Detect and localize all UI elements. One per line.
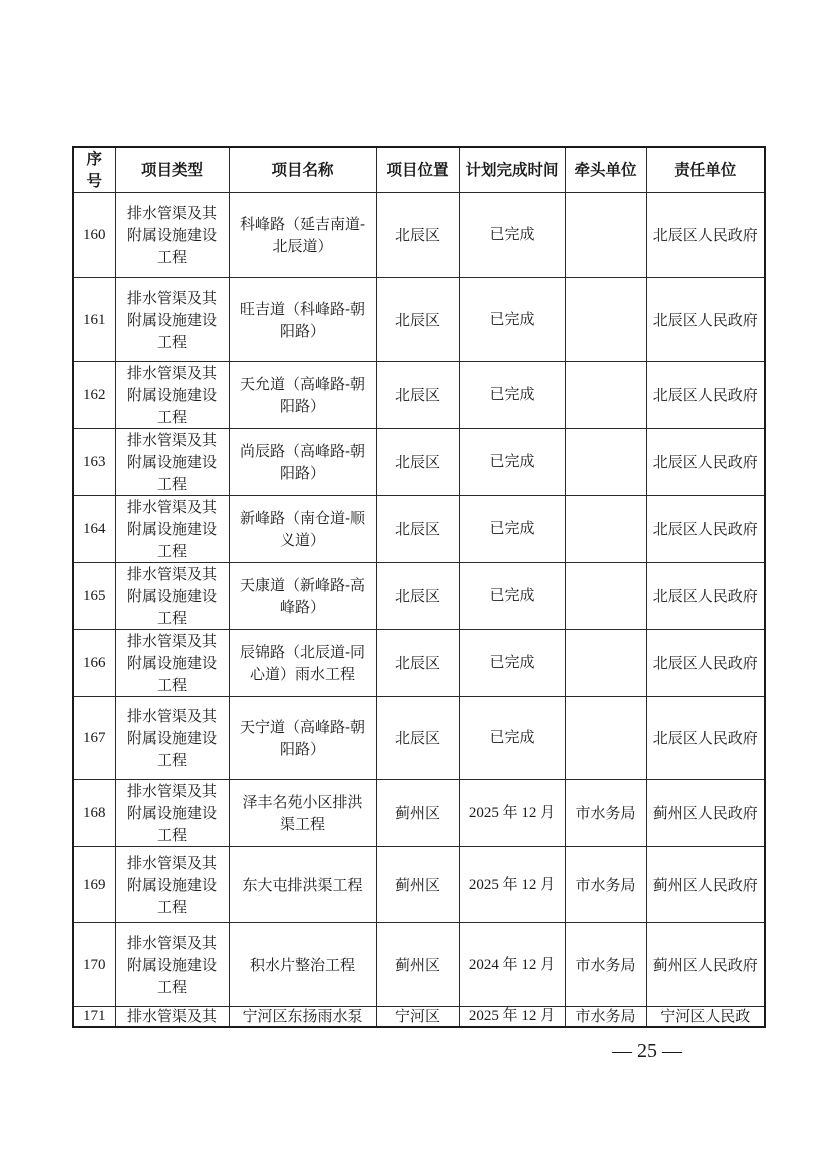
- header-project-name: 项目名称: [229, 147, 376, 193]
- row-number: 165: [73, 563, 115, 630]
- row-project-type: 排水管渠及其: [115, 1007, 229, 1028]
- header-project-location: 项目位置: [376, 147, 459, 193]
- row-number: 168: [73, 780, 115, 847]
- header-seq: 序号: [73, 147, 115, 193]
- page-number: — 25 —: [612, 1040, 682, 1062]
- table-row: [73, 278, 765, 362]
- row-location: 北辰区: [376, 362, 459, 429]
- table-row: [73, 630, 765, 697]
- row-project-name: 宁河区东扬雨水泵: [229, 1007, 376, 1028]
- row-responsible-unit: 北辰区人民政府: [646, 429, 765, 496]
- row-lead-unit: [565, 496, 646, 563]
- row-number: 164: [73, 496, 115, 563]
- row-location: 北辰区: [376, 193, 459, 278]
- row-project-type: 排水管渠及其附属设施建设工程: [115, 278, 229, 362]
- row-project-name: 尚辰路（高峰路-朝阳路）: [229, 429, 376, 496]
- table-row: [73, 362, 765, 429]
- row-lead-unit: [565, 429, 646, 496]
- row-completion-time: 2025 年 12 月: [459, 1007, 565, 1028]
- row-responsible-unit: 北辰区人民政府: [646, 563, 765, 630]
- project-table: [72, 146, 766, 1028]
- row-location: 蓟州区: [376, 847, 459, 923]
- row-location: 北辰区: [376, 630, 459, 697]
- table-row: [73, 847, 765, 923]
- row-completion-time: 2025 年 12 月: [459, 847, 565, 923]
- row-number: 161: [73, 278, 115, 362]
- row-lead-unit: 市水务局: [565, 780, 646, 847]
- row-project-type: 排水管渠及其附属设施建设工程: [115, 630, 229, 697]
- row-lead-unit: [565, 630, 646, 697]
- row-project-type: 排水管渠及其附属设施建设工程: [115, 847, 229, 923]
- table-row: [73, 780, 765, 847]
- row-project-name: 科峰路（延吉南道-北辰道）: [229, 193, 376, 278]
- row-lead-unit: 市水务局: [565, 923, 646, 1007]
- row-project-name: 泽丰名苑小区排洪渠工程: [229, 780, 376, 847]
- table-row: [73, 697, 765, 780]
- row-location: 北辰区: [376, 278, 459, 362]
- row-project-type: 排水管渠及其附属设施建设工程: [115, 563, 229, 630]
- row-project-type: 排水管渠及其附属设施建设工程: [115, 496, 229, 563]
- row-responsible-unit: 蓟州区人民政府: [646, 847, 765, 923]
- row-project-name: 东大屯排洪渠工程: [229, 847, 376, 923]
- row-project-name: 辰锦路（北辰道-同心道）雨水工程: [229, 630, 376, 697]
- row-project-name: 天允道（高峰路-朝阳路）: [229, 362, 376, 429]
- row-lead-unit: 市水务局: [565, 1007, 646, 1028]
- row-completion-time: 已完成: [459, 563, 565, 630]
- row-project-type: 排水管渠及其附属设施建设工程: [115, 429, 229, 496]
- row-number: 170: [73, 923, 115, 1007]
- row-number: 160: [73, 193, 115, 278]
- row-location: 北辰区: [376, 697, 459, 780]
- row-responsible-unit: 北辰区人民政府: [646, 697, 765, 780]
- row-lead-unit: 市水务局: [565, 847, 646, 923]
- row-completion-time: 2024 年 12 月: [459, 923, 565, 1007]
- row-lead-unit: [565, 563, 646, 630]
- row-location: 蓟州区: [376, 923, 459, 1007]
- row-project-name: 天康道（新峰路-高峰路）: [229, 563, 376, 630]
- row-number: 167: [73, 697, 115, 780]
- header-responsible-unit: 责任单位: [646, 147, 765, 193]
- row-location: 蓟州区: [376, 780, 459, 847]
- row-number: 163: [73, 429, 115, 496]
- table-row: [73, 193, 765, 278]
- row-project-name: 积水片整治工程: [229, 923, 376, 1007]
- row-lead-unit: [565, 193, 646, 278]
- row-completion-time: 已完成: [459, 630, 565, 697]
- row-number: 171: [73, 1007, 115, 1028]
- table-header-row: [73, 147, 765, 193]
- row-project-type: 排水管渠及其附属设施建设工程: [115, 923, 229, 1007]
- row-responsible-unit: 宁河区人民政: [646, 1007, 765, 1028]
- row-project-type: 排水管渠及其附属设施建设工程: [115, 780, 229, 847]
- row-responsible-unit: 北辰区人民政府: [646, 496, 765, 563]
- header-planned-completion: 计划完成时间: [459, 147, 565, 193]
- row-project-type: 排水管渠及其附属设施建设工程: [115, 193, 229, 278]
- row-project-name: 新峰路（南仓道-顺义道）: [229, 496, 376, 563]
- row-responsible-unit: 北辰区人民政府: [646, 362, 765, 429]
- row-responsible-unit: 北辰区人民政府: [646, 630, 765, 697]
- row-completion-time: 已完成: [459, 429, 565, 496]
- row-lead-unit: [565, 697, 646, 780]
- row-number: 162: [73, 362, 115, 429]
- row-lead-unit: [565, 278, 646, 362]
- row-project-type: 排水管渠及其附属设施建设工程: [115, 697, 229, 780]
- row-lead-unit: [565, 362, 646, 429]
- row-location: 北辰区: [376, 496, 459, 563]
- row-completion-time: 已完成: [459, 697, 565, 780]
- row-completion-time: 2025 年 12 月: [459, 780, 565, 847]
- row-completion-time: 已完成: [459, 362, 565, 429]
- row-number: 166: [73, 630, 115, 697]
- table-row: [73, 429, 765, 496]
- row-project-name: 旺吉道（科峰路-朝阳路）: [229, 278, 376, 362]
- header-lead-unit: 牵头单位: [565, 147, 646, 193]
- row-completion-time: 已完成: [459, 496, 565, 563]
- row-location: 宁河区: [376, 1007, 459, 1028]
- row-completion-time: 已完成: [459, 193, 565, 278]
- row-responsible-unit: 北辰区人民政府: [646, 278, 765, 362]
- row-location: 北辰区: [376, 563, 459, 630]
- table-row: [73, 563, 765, 630]
- row-responsible-unit: 北辰区人民政府: [646, 193, 765, 278]
- row-responsible-unit: 蓟州区人民政府: [646, 780, 765, 847]
- row-number: 169: [73, 847, 115, 923]
- row-completion-time: 已完成: [459, 278, 565, 362]
- header-project-type: 项目类型: [115, 147, 229, 193]
- row-responsible-unit: 蓟州区人民政府: [646, 923, 765, 1007]
- row-project-name: 天宁道（高峰路-朝阳路）: [229, 697, 376, 780]
- table-row: [73, 1007, 765, 1028]
- table-row: [73, 923, 765, 1007]
- row-project-type: 排水管渠及其附属设施建设工程: [115, 362, 229, 429]
- row-location: 北辰区: [376, 429, 459, 496]
- table-row: [73, 496, 765, 563]
